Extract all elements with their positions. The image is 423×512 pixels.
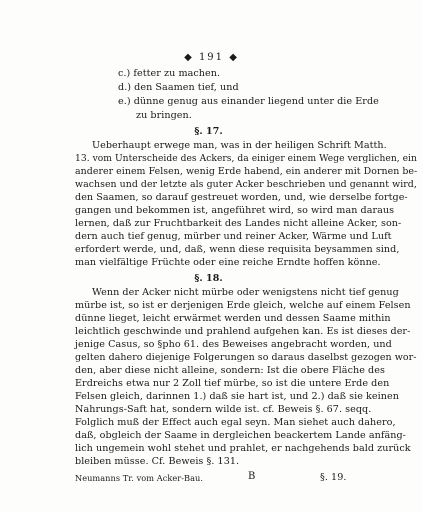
text-line: wachsen und der letzte als guter Acker beschrieben und genannt wird, <box>75 179 417 190</box>
text-line: leichtlich geschwinde und prahlend aufgehen kan. Es ist dieses der- <box>75 326 411 337</box>
text-line: Ueberhaupt erwege man, was in der heiligen Schrift Matth. <box>92 140 387 151</box>
text-line: anderer einem Felsen, wenig Erde habend, ein anderer mit Dornen be- <box>75 166 418 177</box>
text-line: mürbe ist, so ist er derjenigen Erde gleich, welche auf einem Felsen <box>75 300 411 311</box>
text-line: Nahrungs-Saft hat, sondern wilde ist. cf. Beweis §. 67. seqq. <box>75 404 372 415</box>
text-line: den, aber diese nicht alleine, sondern: Ist die obere Fläche des <box>75 365 385 376</box>
text-line: dünne lieget, leicht erwärmet werden und dessen Saame mithin <box>75 313 391 324</box>
text-line: man vielfältige Früchte oder eine reiche Erndte hoffen könne. <box>75 257 381 268</box>
text-line: gangen und bekommen ist, angeführet wird, so wird man daraus <box>75 205 395 216</box>
text-line: erfordert werde, und, daß, wenn diese requisita beysammen sind, <box>75 244 400 255</box>
catchword: §. 19. <box>320 472 347 483</box>
text-line: daß, obgleich der Saame in dergleichen beackertem Lande anfäng- <box>75 430 406 441</box>
list-item: d.) den Saamen tief, und <box>118 82 239 93</box>
list-item: c.) fetter zu machen. <box>118 68 221 79</box>
text-line: jenige Casus, so §pho 61. des Beweises angebracht worden, und <box>75 339 392 350</box>
text-line: den Saamen, so darauf gestreuet worden, und, wie derselbe fortge- <box>75 192 408 203</box>
text-line: bleiben müsse. Cf. Beweis §. 131. <box>75 456 240 467</box>
text-line: lernen, daß zur Fruchtbarkeit des Landes nicht alleine Acker, son- <box>75 218 402 229</box>
text-line: Wenn der Acker nicht mürbe oder wenigstens nicht tief genug <box>92 287 399 298</box>
page-number: ◆ 191 ◆ <box>184 52 239 63</box>
section-heading: §. 17. <box>194 126 223 137</box>
list-item: e.) dünne genug aus einander liegend unter die Erde <box>118 96 379 107</box>
text-line: Felsen gleich, darinnen 1.) daß sie hart ist, und 2.) daß sie keinen <box>75 391 399 402</box>
signature-mark: B <box>248 471 256 482</box>
text-line: Erdreichs etwa nur 2 Zoll tief mürbe, so ist die untere Erde den <box>75 378 390 389</box>
section-heading: §. 18. <box>194 273 223 284</box>
text-line: gelten dahero diejenige Folgerungen so daraus daselbst gezogen wor- <box>75 352 417 363</box>
list-item: zu bringen. <box>136 110 192 121</box>
running-footer: Neumanns Tr. vom Acker-Bau. <box>75 473 203 483</box>
text-line: Folglich muß der Effect auch egal seyn. Man siehet auch dahero, <box>75 417 396 428</box>
text-line: dern auch tief genug, mürber und reiner Acker, Wärme und Luft <box>75 231 392 242</box>
text-line: lich ungemein wohl stehet und prahlet, er nachgehends bald zurück <box>75 443 411 454</box>
text-line: 13. vom Unterscheide des Ackers, da einiger einem Wege verglichen, ein <box>75 153 417 164</box>
